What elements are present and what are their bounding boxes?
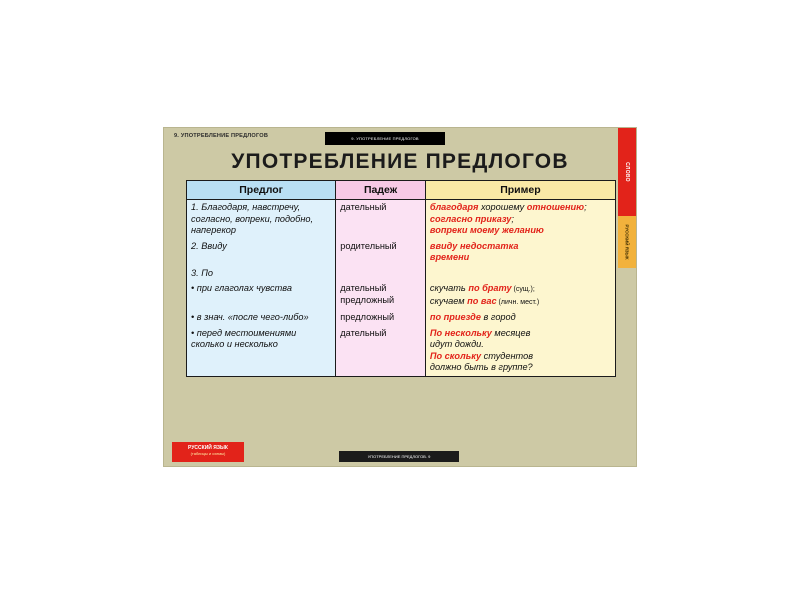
example-fragment: согласно приказу — [429, 213, 512, 224]
cell-case — [336, 239, 426, 266]
case-text: предложный — [340, 294, 395, 305]
side-tab-label: СЛОВО — [624, 162, 630, 182]
prepositions-table — [186, 180, 616, 377]
case-text: дательный — [340, 283, 387, 293]
table-header-row — [187, 181, 615, 200]
example-fragment: По нескольку — [429, 327, 492, 338]
table-row — [187, 200, 615, 239]
example-fragment: вопреки моему желанию — [429, 225, 544, 235]
example-fragment: по вас — [467, 295, 497, 306]
case-text: дательный — [340, 327, 387, 338]
cell-case — [336, 326, 426, 376]
side-tab-lower-label: РУССКИЙ ЯЗЫК — [624, 224, 630, 260]
column-header-case: Падеж — [336, 181, 426, 200]
cell-case — [336, 281, 426, 310]
cell-preposition — [187, 200, 336, 239]
example-line — [430, 214, 611, 226]
example-fragment: месяцев — [491, 327, 531, 338]
case-text: предложный — [340, 312, 395, 322]
cell-preposition — [187, 281, 336, 310]
cell-preposition — [187, 326, 336, 376]
table-row — [187, 310, 615, 326]
example-line — [430, 283, 611, 296]
example-fragment: отношению — [526, 202, 585, 212]
bottom-left-badge — [172, 442, 244, 462]
example-fragment: времени — [429, 252, 470, 262]
cell-preposition — [187, 239, 336, 266]
example-line — [430, 328, 611, 340]
cell-example — [426, 281, 615, 310]
example-line — [430, 339, 611, 351]
case-text: дательный — [340, 202, 387, 212]
page-title: УПОТРЕБЛЕНИЕ ПРЕДЛОГОВ — [231, 150, 569, 173]
example-fragment: (личн. мест.) — [496, 298, 540, 306]
example-fragment: скучаем — [429, 295, 468, 306]
table-row — [187, 266, 615, 282]
cell-case — [336, 266, 426, 282]
column-header-example: Пример — [426, 181, 615, 200]
cell-example — [426, 266, 615, 282]
cell-preposition — [187, 310, 336, 326]
poster — [163, 127, 637, 467]
example-fragment: в город — [480, 312, 516, 322]
cell-case — [336, 200, 426, 239]
example-fragment: хорошему — [478, 202, 527, 212]
cell-case — [336, 310, 426, 326]
table-row — [187, 281, 615, 310]
example-fragment: благодаря — [429, 202, 479, 212]
example-line — [430, 268, 611, 280]
cell-example — [426, 326, 615, 376]
cell-example — [426, 310, 615, 326]
example-fragment: студентов — [481, 350, 533, 361]
example-fragment: ; — [511, 213, 514, 224]
preposition-text: 3. По — [191, 267, 213, 278]
preposition-text: 2. Ввиду — [191, 240, 227, 251]
example-line — [430, 312, 611, 324]
column-header-preposition: Предлог — [187, 181, 336, 200]
bottom-left-line1: РУССКИЙ ЯЗЫК — [188, 445, 228, 451]
example-line — [430, 296, 611, 309]
example-line — [430, 351, 611, 363]
preposition-text: • перед местоимениями сколько и несколько — [191, 327, 297, 349]
side-tab-lower — [618, 216, 636, 268]
example-fragment: По скольку — [429, 350, 482, 361]
cell-example — [426, 239, 615, 266]
example-line — [430, 202, 611, 214]
bottom-left-line2: (таблицы и схемы) — [190, 451, 226, 456]
top-strip: 9. УПОТРЕБЛЕНИЕ ПРЕДЛОГОВ — [325, 132, 445, 145]
preposition-text: • при глаголах чувства — [191, 283, 292, 293]
example-fragment: по брату — [468, 283, 512, 293]
example-fragment: должно быть в группе? — [429, 362, 533, 372]
preposition-text: 1. Благодаря, навстречу, согласно, вопреки, подобно, наперекор — [191, 202, 314, 235]
table-body — [187, 200, 615, 376]
example-fragment: скучать — [429, 283, 469, 293]
corner-label: 9. УПОТРЕБЛЕНИЕ ПРЕДЛОГОВ — [174, 133, 269, 139]
example-line — [430, 362, 611, 374]
table-row — [187, 239, 615, 266]
cell-preposition — [187, 266, 336, 282]
table-row — [187, 326, 615, 376]
example-fragment: ; — [584, 202, 587, 212]
cell-example — [426, 200, 615, 239]
bottom-strip: УПОТРЕБЛЕНИЕ ПРЕДЛОГОВ. 9 — [339, 451, 459, 462]
example-fragment: по приезде — [429, 312, 481, 322]
case-text: родительный — [340, 240, 397, 251]
example-fragment: идут дожди. — [429, 339, 484, 349]
example-fragment: ввиду недостатка — [429, 240, 519, 251]
example-line — [430, 252, 611, 264]
example-line — [430, 225, 611, 237]
preposition-text: • в знач. «после чего-либо» — [191, 312, 309, 322]
example-fragment: (сущ.); — [511, 286, 535, 293]
example-line — [430, 241, 611, 253]
